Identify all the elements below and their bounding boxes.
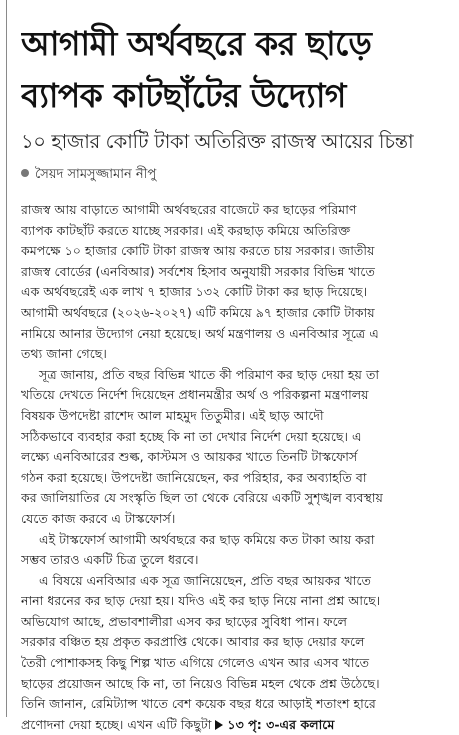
body-line: কর জালিয়াতির যে সংস্কৃতি ছিল তা থেকে বেরিয়ে একটি সুশৃঙ্খল ব্যবস্থায়: [21, 490, 383, 506]
body-line-last: [21, 715, 459, 735]
body-line: তিনি জানান, রেমিট্যান্স খাতে বেশ কয়েক বছর ধরে আড়াই শতাংশ হারে: [21, 696, 376, 712]
article-clipping: [6, 0, 459, 732]
byline: [21, 166, 156, 184]
body-line: আগামী অর্থবছরে (২০২৬-২০২৭) এটি কমিয়ে ৯৭ হাজার কোটি টাকায়: [21, 304, 375, 320]
body-line: সম্ভব তারও একটি চিত্র তুলে ধরবে।: [21, 552, 199, 568]
body-line: সঠিকভাবে ব্যবহার করা হচ্ছে কি না তা দেখার নির্দেশ দেয়া হয়েছে। এ: [21, 428, 362, 444]
body-line: খতিয়ে দেখতে নির্দেশ দিয়েছেন প্রধানমন্ত্রীর অর্থ ও পরিকল্পনা মন্ত্রণালয়: [21, 387, 369, 403]
headline-line-1: আগামী অর্থবছরে কর ছাড়ে: [21, 24, 372, 63]
body-line: রাজস্ব আয় বাড়াতে আগামী অর্থবছরের বাজেটে কর ছাড়ের পরিমাণ: [21, 202, 357, 217]
body-line: কমপক্ষে ১০ হাজার কোটি টাকা রাজস্ব আয় করতে চায় সরকার। জাতীয়: [21, 243, 375, 259]
body-line: বিষয়ক উপদেষ্টা রাশেদ আল মাহমুদ তিতুমীর। এই ছাড় আদৌ: [21, 407, 324, 423]
body-line: লক্ষ্যে এনবিআরের শুল্ক, কাস্টমস ও আয়কর খাতে তিনটি টাস্কফোর্স: [21, 449, 358, 465]
bullet-icon: [21, 169, 29, 177]
body-line: ব্যাপক কাটছাঁট করতে যাচ্ছে সরকার। এই করছাড় কমিয়ে অতিরিক্ত: [21, 222, 351, 238]
arrow-right-icon: [215, 720, 223, 730]
body-line: অভিযোগ আছে, প্রভাবশালীরা এসব কর ছাড়ের সুবিধা পান। ফলে: [21, 613, 348, 629]
body-line: নানা ধরনের কর ছাড় দেয়া হয়। যদিও এই কর ছাড় নিয়ে নানা প্রশ্ন আছে।: [21, 593, 381, 609]
body-line: এই টাস্কফোর্স আগামী অর্থবছরে কর ছাড় কমিয়ে কত টাকা আয় করা: [39, 531, 375, 547]
headline: [21, 18, 459, 122]
body-line: যেতে কাজ করবে এ টাস্কফোর্স।: [21, 510, 176, 526]
subheadline: ১০ হাজার কোটি টাকা অতিরিক্ত রাজস্ব আয়ের চিন্তা: [21, 130, 414, 153]
body-line: এক অর্থবছরেই এক লাখ ৭ হাজার ১৩২ কোটি টাকা কর ছাড় দিয়েছে।: [21, 284, 368, 300]
author-name: সৈয়দ সামসুজ্জামান নীপু: [35, 167, 157, 182]
article-body: [21, 200, 459, 735]
body-line: গঠন করা হয়েছে। উপদেষ্টা জানিয়েছেন, কর পরিহার, কর অব্যাহতি বা: [21, 469, 367, 485]
continuation-text: ১৩ পৃ: ৩-এর কলামে: [227, 716, 335, 732]
body-line: নামিয়ে আনার উদ্যোগ নেয়া হয়েছে। অর্থ মন্ত্রণালয় ও এনবিআর সূত্রে এ: [21, 325, 379, 341]
body-line: সরকার বঞ্চিত হয় প্রকৃত করপ্রাপ্তি থেকে। আবার কর ছাড় দেয়ার ফলে: [21, 634, 365, 650]
headline-line-2: ব্যাপক কাটছাঁটের উদ্যোগ: [21, 76, 346, 115]
body-line: প্রণোদনা দেয়া হচ্ছে। এখন এটি কিছুটা: [21, 716, 212, 732]
body-line: এ বিষয়ে এনবিআর এক সূত্র জানিয়েছেন, প্রতি বছর আয়কর খাতে: [39, 572, 371, 588]
body-line: ছাড়ের প্রয়োজন আছে কি না, তা নিয়েও বিভিন্ন মহল থেকে প্রশ্ন উঠেছে।: [21, 675, 380, 691]
body-line: তৈরী পোশাকসহ কিছু শিল্প খাত এগিয়ে গেলেও এখন আর এসব খাতে: [21, 655, 370, 671]
body-line: তথ্য জানা গেছে।: [21, 346, 107, 362]
continuation-note: [215, 715, 334, 735]
body-line: রাজস্ব বোর্ডের (এনবিআর) সর্বশেষ হিসাব অনুযায়ী সরকার বিভিন্ন খাতে: [21, 263, 375, 279]
body-line: সূত্র জানায়, প্রতি বছর বিভিন্ন খাতে কী পরিমাণ কর ছাড় দেয়া হয় তা: [39, 366, 380, 382]
